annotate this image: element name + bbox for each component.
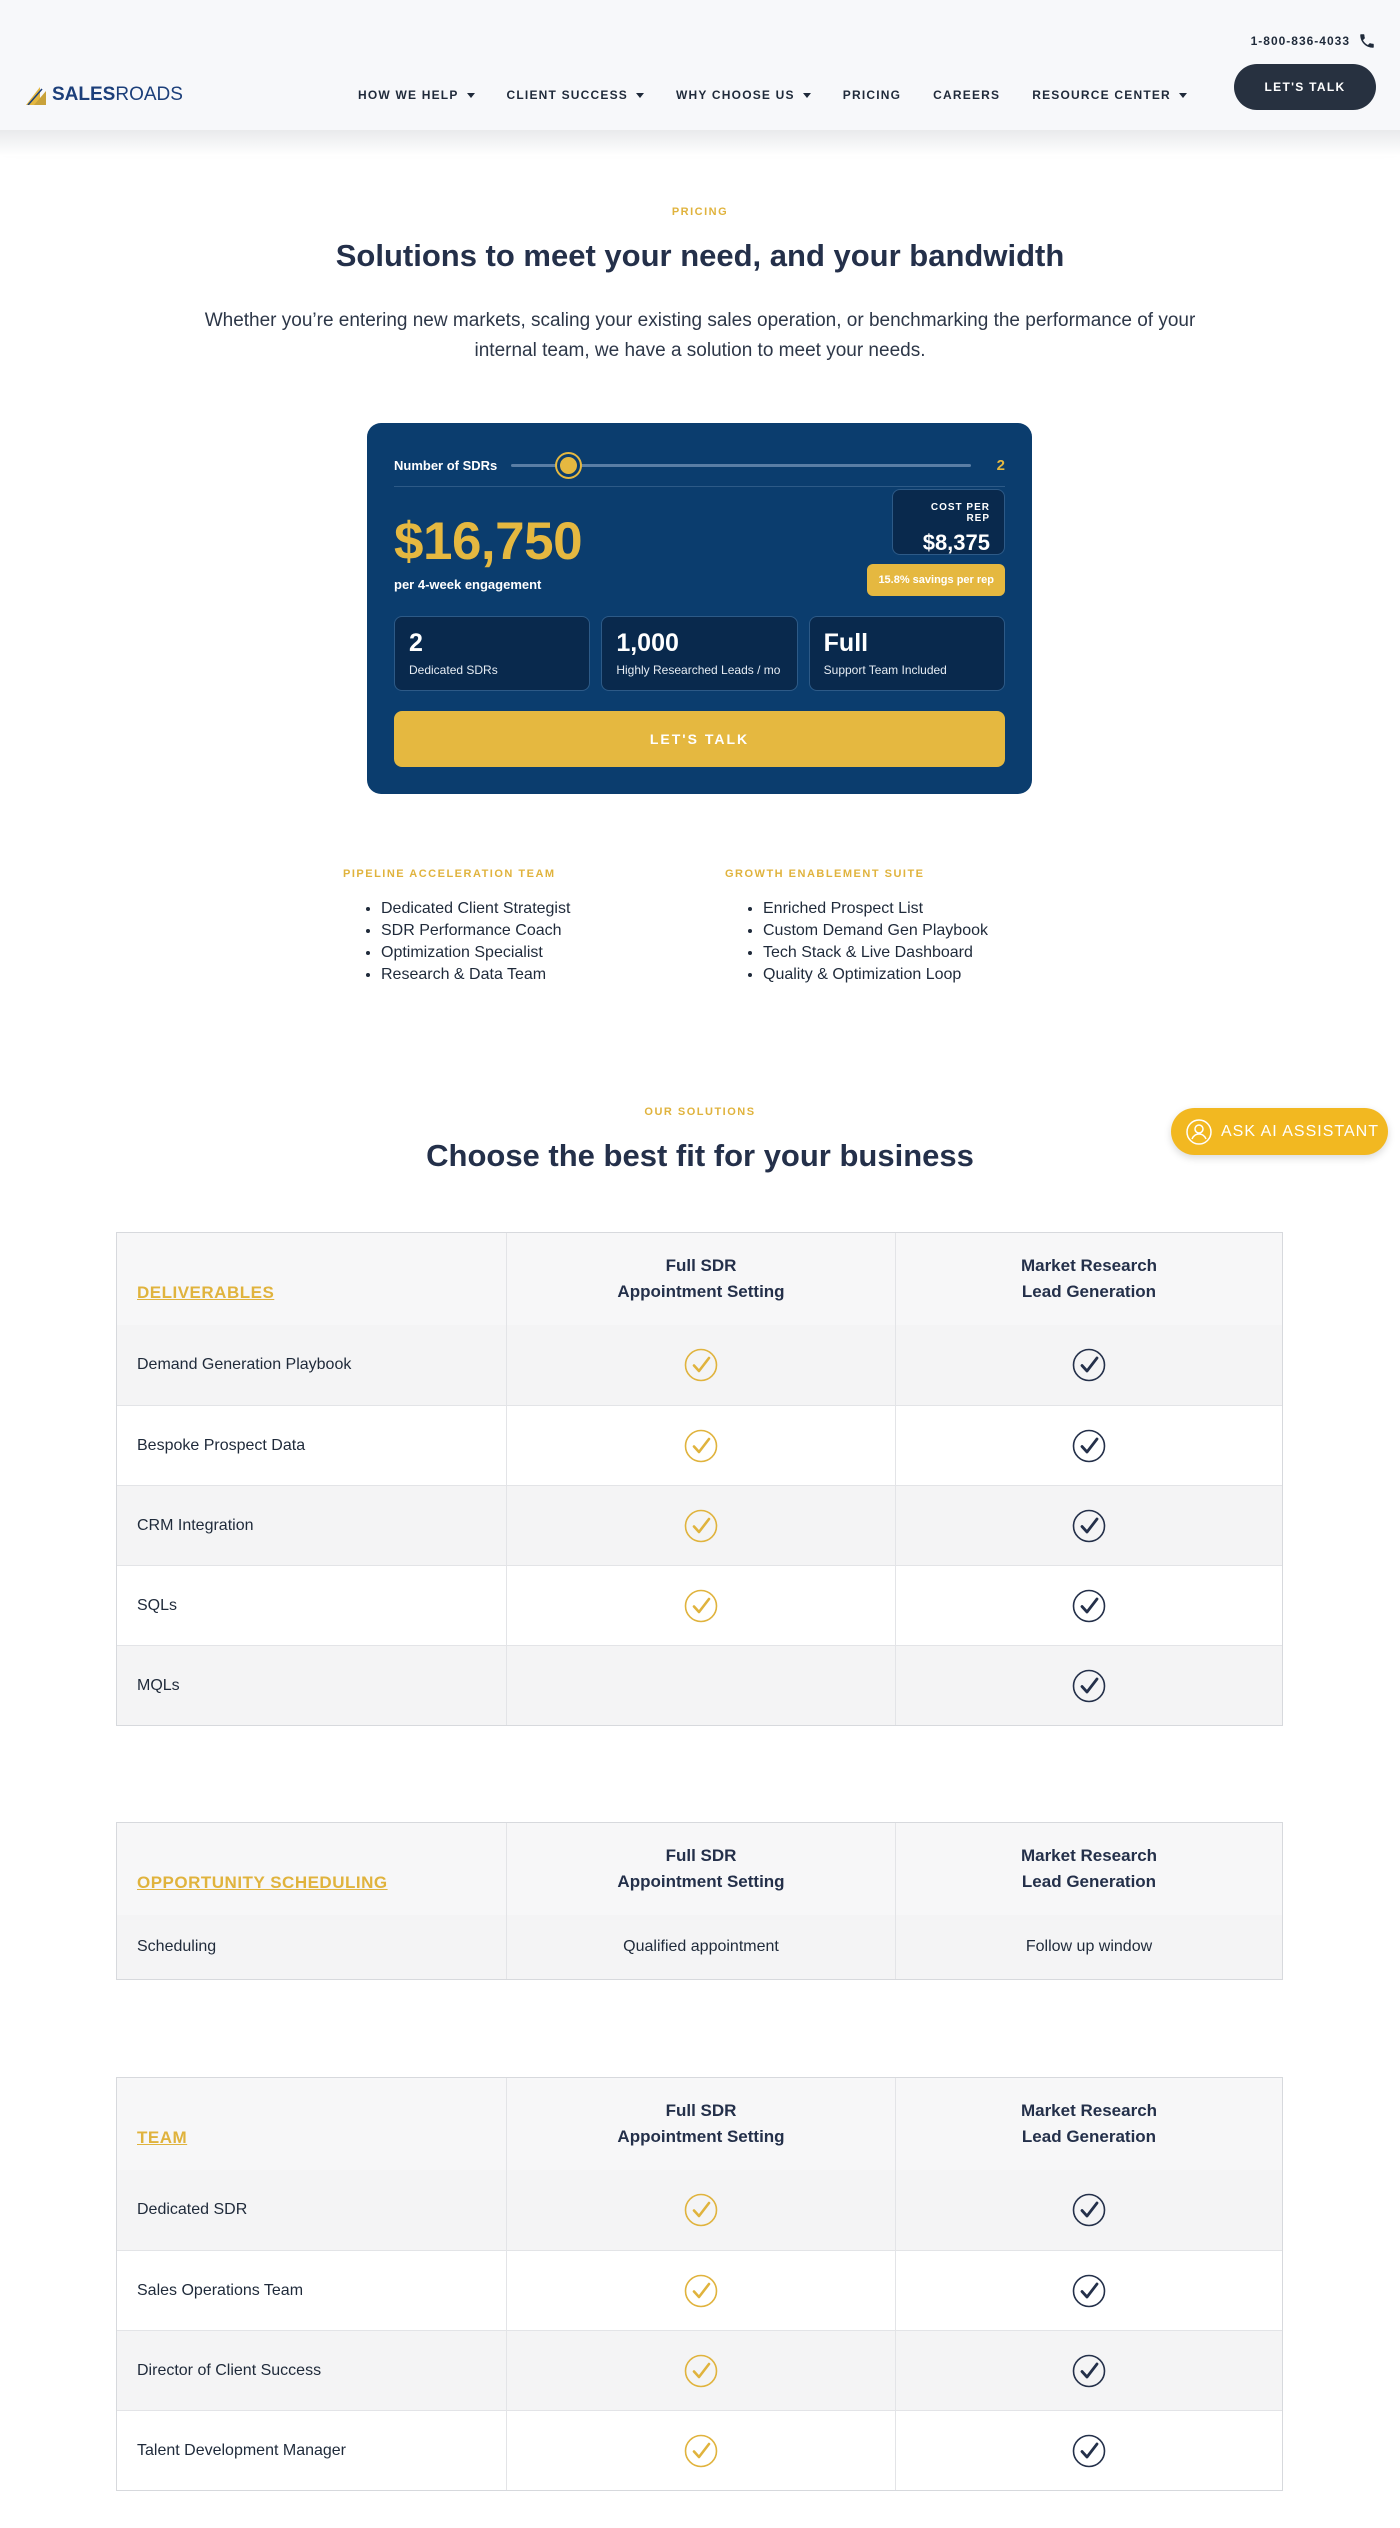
- table-title-team[interactable]: TEAM: [137, 2128, 188, 2147]
- cost-per-rep-box: [892, 489, 1005, 555]
- list-item: • Quality & Optimization Loop: [763, 964, 1045, 986]
- cell-sdr: [506, 1325, 895, 1405]
- nav-how-we-help[interactable]: HOW WE HELP: [358, 88, 475, 102]
- cell-research: [895, 1646, 1282, 1725]
- stat-label: Dedicated SDRs: [409, 663, 498, 677]
- navy-check-icon: [1072, 2354, 1106, 2388]
- cell-research: [895, 1325, 1282, 1405]
- nav-client-success[interactable]: CLIENT SUCCESS: [507, 88, 644, 102]
- table-row: [117, 1405, 1282, 1485]
- gold-check-icon: [684, 2274, 718, 2308]
- gold-check-icon: [684, 2354, 718, 2388]
- list-item: • SDR Performance Coach: [381, 920, 663, 942]
- table-row: [117, 1325, 1282, 1405]
- cell-research: Follow up window: [895, 1915, 1282, 1979]
- column-header-sdr: Full SDR Appointment Setting: [506, 2078, 895, 2170]
- table-header-row: [117, 1823, 1282, 1915]
- navy-check-icon: [1072, 2193, 1106, 2227]
- navy-check-icon: [1072, 1429, 1106, 1463]
- pricing-calculator-card: [367, 423, 1032, 794]
- pipeline-acceleration-team: [343, 868, 663, 986]
- team-table: [116, 2077, 1283, 2491]
- cell-research: [895, 2170, 1282, 2250]
- gold-check-icon: [684, 1509, 718, 1543]
- list-item: • Research & Data Team: [381, 964, 663, 986]
- table-row: [117, 2170, 1282, 2250]
- navy-check-icon: [1072, 1669, 1106, 1703]
- row-label: Bespoke Prospect Data: [137, 1436, 306, 1454]
- hero-eyebrow: PRICING: [671, 206, 729, 218]
- cell-sdr: [506, 1406, 895, 1485]
- cell-research: [895, 1486, 1282, 1565]
- navy-check-icon: [1072, 1509, 1106, 1543]
- cell-sdr: [506, 1646, 895, 1725]
- table-row: [117, 2410, 1282, 2490]
- stat-boxes: [394, 616, 1005, 691]
- stat-label: Support Team Included: [823, 663, 947, 677]
- lets-talk-header-button[interactable]: LET'S TALK: [1234, 64, 1376, 110]
- feature-list: [343, 898, 663, 986]
- solutions-title: Choose the best fit for your business: [426, 1138, 974, 1173]
- column-header-sdr: Full SDR Appointment Setting: [506, 1233, 895, 1325]
- list-item: • Dedicated Client Strategist: [381, 898, 663, 920]
- row-label: SQLs: [137, 1596, 178, 1614]
- chevron-down-icon: [803, 93, 811, 98]
- row-label: CRM Integration: [137, 1516, 254, 1534]
- navy-check-icon: [1072, 1348, 1106, 1382]
- cell-sdr: [506, 2170, 895, 2250]
- row-label: Talent Development Manager: [137, 2441, 347, 2459]
- row-label: Director of Client Success: [137, 2361, 322, 2379]
- nav-pricing[interactable]: PRICING: [842, 88, 902, 102]
- savings-badge: 15.8% savings per rep: [867, 564, 1005, 596]
- cell-research: [895, 1406, 1282, 1485]
- navy-check-icon: [1072, 2434, 1106, 2468]
- row-label: MQLs: [137, 1676, 180, 1694]
- table-title-deliverables[interactable]: DELIVERABLES: [137, 1283, 275, 1302]
- nav-careers[interactable]: CAREERS: [933, 88, 1001, 102]
- gold-check-icon: [684, 1429, 718, 1463]
- feature-title: GROWTH ENABLEMENT SUITE: [725, 868, 925, 880]
- cell-sdr: [506, 2411, 895, 2490]
- column-header-research: Market Research Lead Generation: [895, 2078, 1282, 2170]
- sdr-slider-track[interactable]: [511, 464, 971, 467]
- logo-text-roads: ROADS: [115, 84, 183, 105]
- column-header-sdr: Full SDR Appointment Setting: [506, 1823, 895, 1915]
- card-divider: [394, 486, 1005, 487]
- phone-icon: [1358, 32, 1376, 50]
- logo-text-sales: SALES: [52, 84, 116, 105]
- list-item: • Enriched Prospect List: [763, 898, 1045, 920]
- cost-per-rep-label: COST PER REP: [930, 502, 990, 524]
- header-shadow: [0, 130, 1400, 156]
- stat-value: Full: [823, 629, 869, 657]
- stat-label: Highly Researched Leads / mo: [616, 663, 781, 677]
- gold-check-icon: [684, 2193, 718, 2227]
- navy-check-icon: [1072, 1589, 1106, 1623]
- chevron-down-icon: [1179, 93, 1187, 98]
- column-header-research: Market Research Lead Generation: [895, 1823, 1282, 1915]
- table-title-scheduling[interactable]: OPPORTUNITY SCHEDULING: [137, 1873, 388, 1892]
- cell-sdr: [506, 1486, 895, 1565]
- row-label: Dedicated SDR: [137, 2201, 248, 2218]
- stat-value: 2: [409, 629, 423, 657]
- cell-research: [895, 1566, 1282, 1645]
- cell-sdr: Qualified appointment: [506, 1915, 895, 1979]
- column-header-research: Market Research Lead Generation: [895, 1233, 1282, 1325]
- stat-box-support: [809, 616, 1005, 691]
- cell-research: [895, 2331, 1282, 2410]
- cell-sdr: [506, 2331, 895, 2410]
- chevron-down-icon: [636, 93, 644, 98]
- ask-ai-assistant-label[interactable]: ASK AI ASSISTANT: [1221, 1122, 1379, 1140]
- list-item: • Optimization Specialist: [381, 942, 663, 964]
- chevron-down-icon: [467, 93, 475, 98]
- list-item: • Custom Demand Gen Playbook: [763, 920, 1045, 942]
- nav-why-choose-us[interactable]: WHY CHOOSE US: [676, 88, 811, 102]
- salesroads-logo[interactable]: [26, 84, 183, 106]
- table-row: [117, 1565, 1282, 1645]
- stat-value: 1,000: [616, 629, 679, 657]
- cell-research: [895, 2251, 1282, 2330]
- site-header: [0, 0, 1400, 130]
- main-nav: [358, 88, 1187, 102]
- table-row: [117, 1915, 1282, 1979]
- slider-value: 2: [996, 456, 1005, 474]
- deliverables-table: [116, 1232, 1283, 1726]
- stat-box-sdrs: [394, 616, 590, 691]
- cell-sdr: [506, 2251, 895, 2330]
- navy-check-icon: [1072, 2274, 1106, 2308]
- cell-research: [895, 2411, 1282, 2490]
- total-price: $16,750: [394, 512, 583, 571]
- gold-check-icon: [684, 1348, 718, 1382]
- hero-subtitle: Whether you’re entering new markets, scaling your existing sales operation, or benchmarking the performance of your internal team, we have a solution to meet your needs.: [204, 310, 1196, 361]
- sdr-slider-handle[interactable]: [557, 454, 580, 477]
- cell-sdr: [506, 1566, 895, 1645]
- sdr-slider-row: [394, 450, 1005, 480]
- table-row: [117, 2250, 1282, 2330]
- row-label: Sales Operations Team: [137, 2281, 304, 2299]
- phone-link[interactable]: [1251, 32, 1376, 50]
- nav-resource-center[interactable]: RESOURCE CENTER: [1032, 88, 1187, 102]
- price-period: per 4-week engagement: [394, 577, 542, 592]
- table-header-row: [117, 1233, 1282, 1325]
- growth-enablement-suite: [725, 868, 1045, 986]
- logo-mark-icon: [26, 85, 48, 105]
- page-title: Solutions to meet your need, and your bandwidth: [335, 238, 1065, 273]
- feature-list: [725, 898, 1045, 986]
- feature-title: PIPELINE ACCELERATION TEAM: [343, 868, 556, 880]
- table-row: [117, 1485, 1282, 1565]
- table-row: [117, 2330, 1282, 2410]
- list-item: • Tech Stack & Live Dashboard: [763, 942, 1045, 964]
- solutions-eyebrow: OUR SOLUTIONS: [644, 1106, 756, 1118]
- ai-assistant-avatar-icon: [1185, 1118, 1213, 1146]
- cost-per-rep-value: $8,375: [922, 530, 990, 555]
- table-header-row: [117, 2078, 1282, 2170]
- row-label: Scheduling: [137, 1938, 217, 1955]
- stat-box-leads: [601, 616, 797, 691]
- phone-number[interactable]: 1-800-836-4033: [1250, 34, 1350, 48]
- scheduling-table: [116, 1822, 1283, 1980]
- slider-label: Number of SDRs: [394, 457, 498, 473]
- lets-talk-card-button[interactable]: LET'S TALK: [394, 711, 1005, 767]
- ask-ai-assistant-button[interactable]: [1171, 1108, 1388, 1155]
- table-row: [117, 1645, 1282, 1725]
- gold-check-icon: [684, 2434, 718, 2468]
- gold-check-icon: [684, 1589, 718, 1623]
- row-label: Demand Generation Playbook: [137, 1356, 352, 1373]
